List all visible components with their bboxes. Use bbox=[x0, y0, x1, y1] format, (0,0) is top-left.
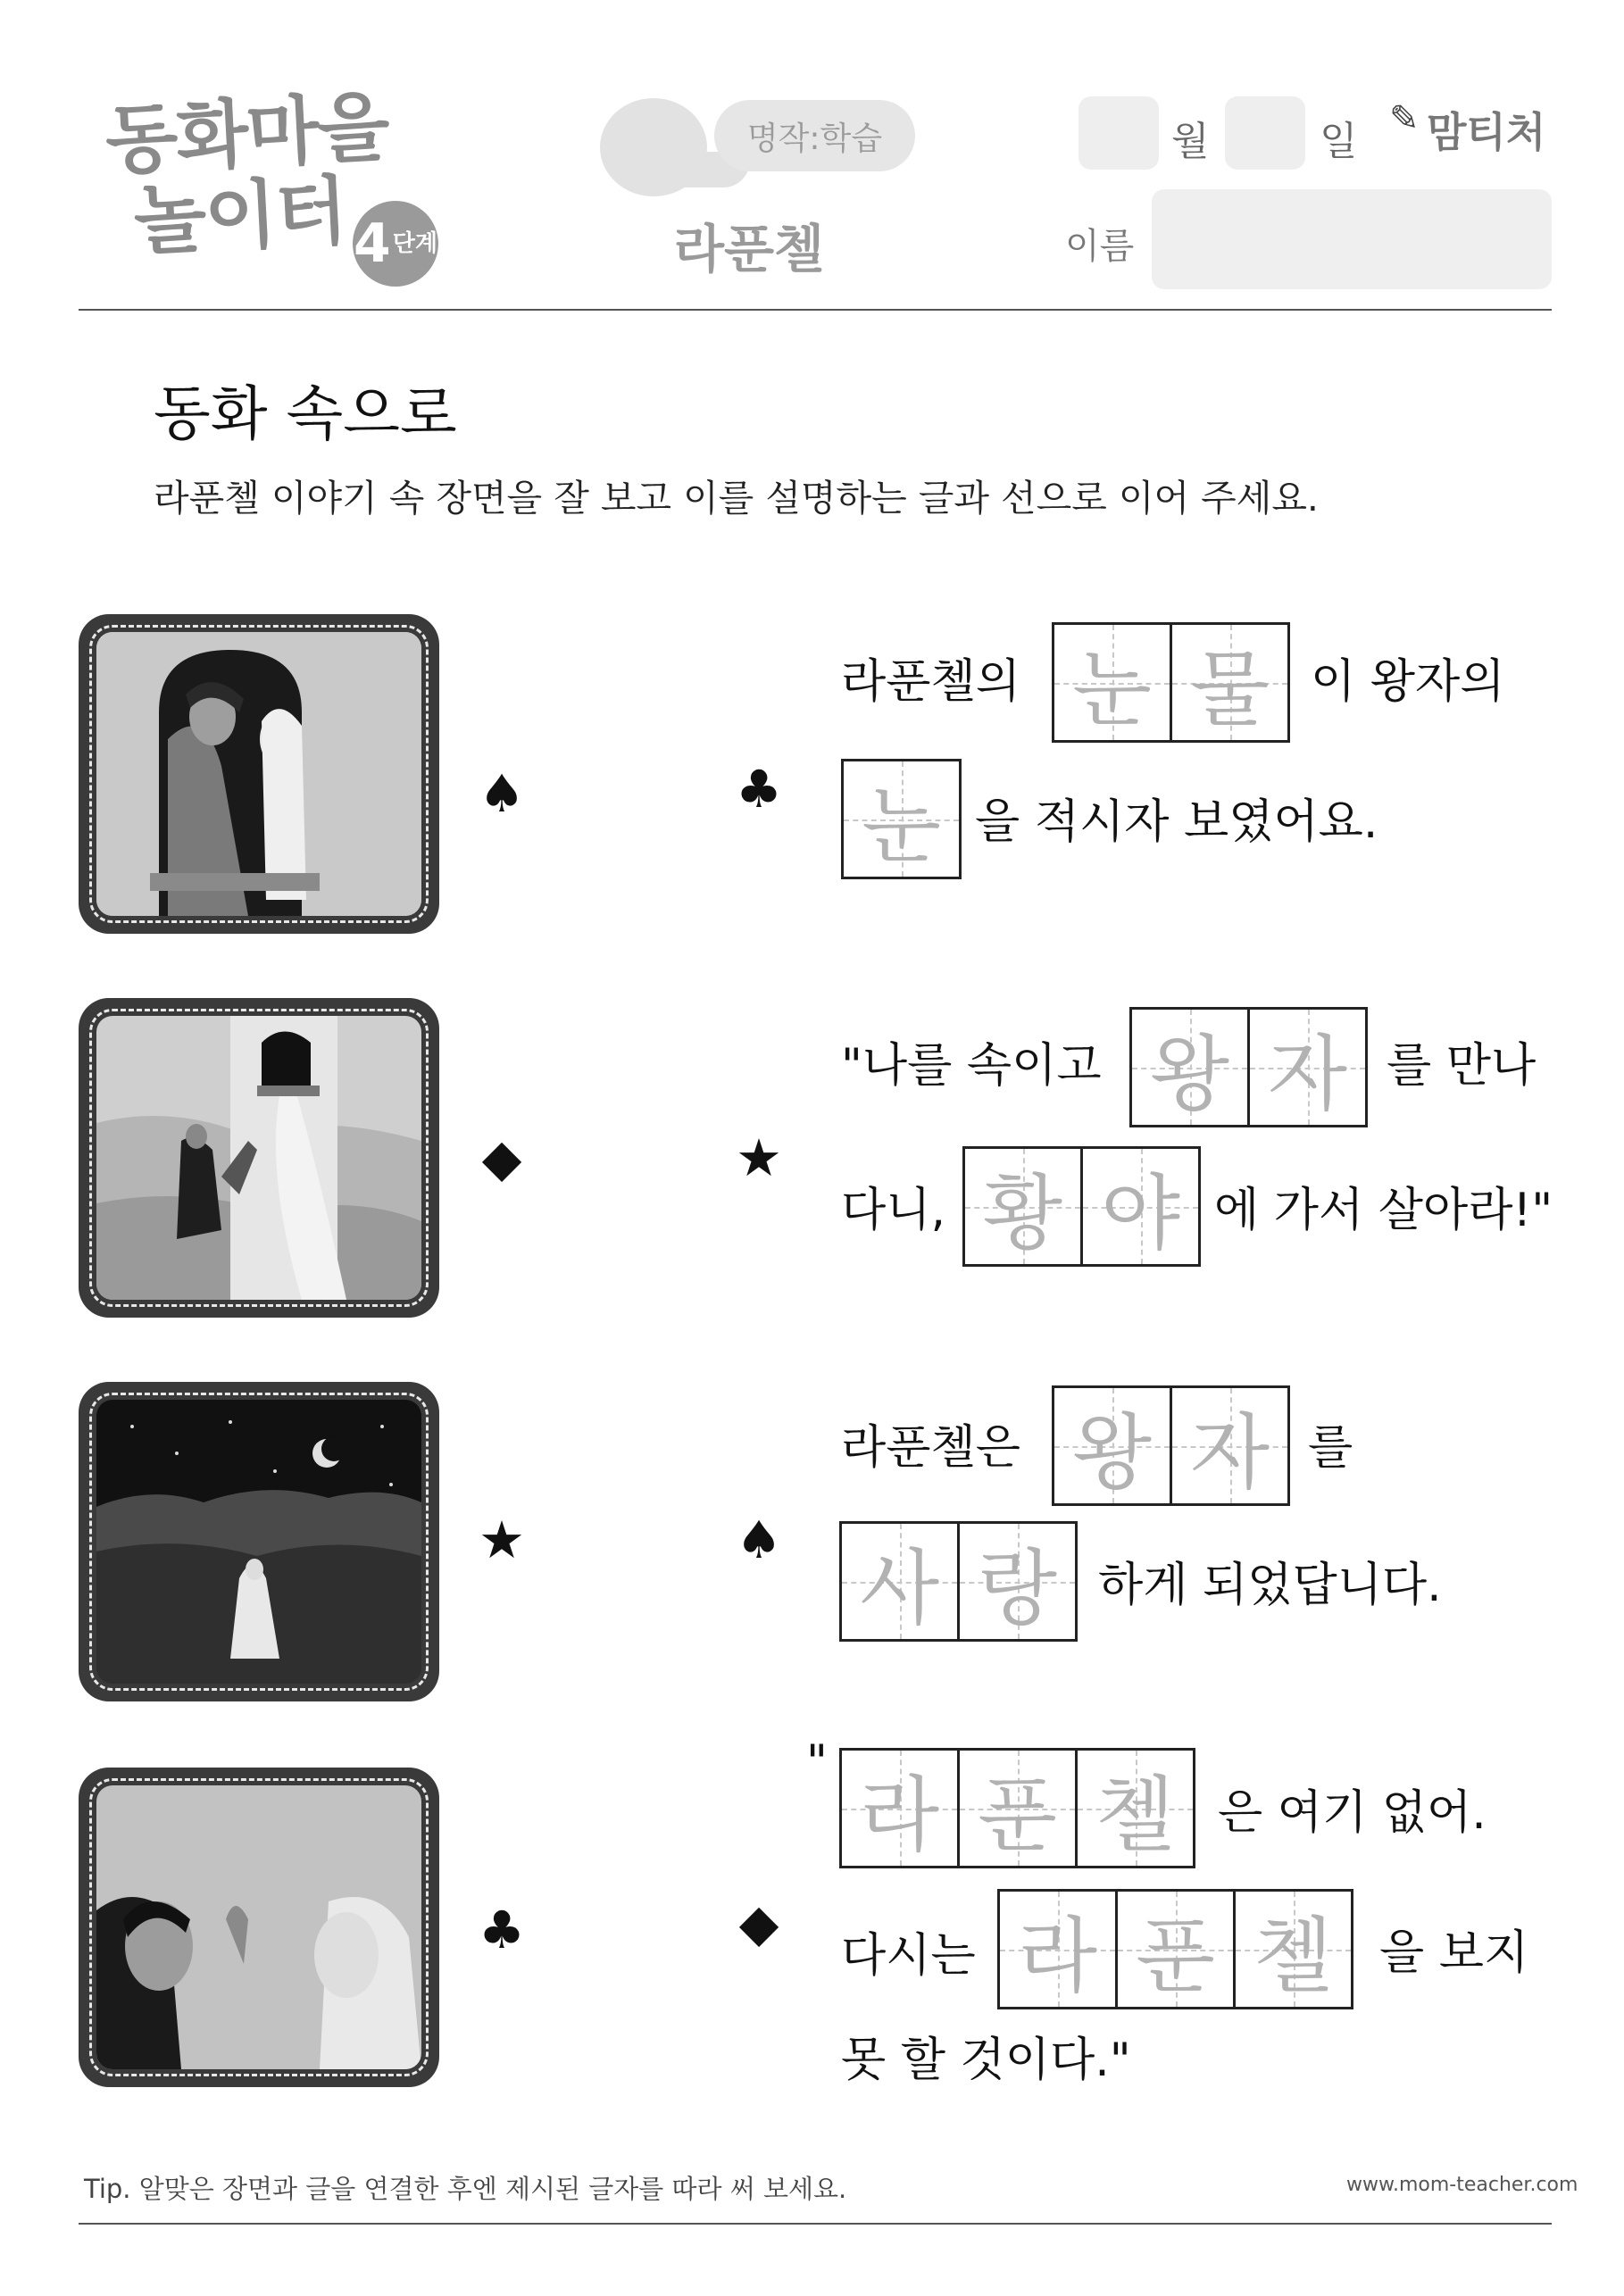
level-label: 단계 bbox=[392, 230, 437, 257]
tip-text: Tip. 알맞은 장면과 글을 연결한 후엔 제시된 글자를 따라 써 보세요. bbox=[84, 2174, 847, 2204]
trace-cell[interactable]: 눈 bbox=[1052, 622, 1172, 743]
name-label: 이름 bbox=[1065, 226, 1135, 267]
sentence-4-symbol[interactable]: ◆ bbox=[738, 1893, 779, 1953]
sentence-4-text: " bbox=[806, 1735, 828, 1789]
instruction-text: 라푼첼 이야기 속 장면을 잘 보고 이를 설명하는 글과 선으로 이어 주세요. bbox=[154, 477, 1319, 520]
trace-cell[interactable]: 사 bbox=[839, 1521, 960, 1642]
trace-cell[interactable]: 왕 bbox=[1052, 1385, 1172, 1506]
trace-cell[interactable]: 첼 bbox=[1075, 1748, 1195, 1868]
header-divider bbox=[79, 309, 1552, 311]
picture-frame-3 bbox=[79, 1382, 439, 1701]
trace-cell[interactable]: 물 bbox=[1170, 622, 1290, 743]
sentence-3-symbol[interactable]: ♠ bbox=[736, 1510, 782, 1570]
day-label: 일 bbox=[1320, 119, 1358, 164]
trace-cell[interactable]: 자 bbox=[1170, 1385, 1290, 1506]
picture-4-symbol[interactable]: ♣ bbox=[479, 1900, 525, 1960]
trace-boxes[interactable] bbox=[1129, 1007, 1368, 1127]
sentence-2-text: 를 만나 bbox=[1387, 1039, 1537, 1093]
sentence-4-text: 다시는 bbox=[841, 1929, 976, 1983]
trace-cell[interactable]: 왕 bbox=[1129, 1007, 1250, 1127]
picture-frame-1 bbox=[79, 614, 439, 934]
month-label: 월 bbox=[1171, 119, 1210, 164]
day-input-box[interactable] bbox=[1225, 96, 1305, 170]
trace-cell[interactable]: 라 bbox=[839, 1748, 960, 1868]
trace-boxes[interactable] bbox=[841, 759, 962, 879]
sentence-2-text: 다니, bbox=[841, 1184, 945, 1237]
picture-frame-4 bbox=[79, 1768, 439, 2087]
logo-title-line2: 놀이터 bbox=[131, 166, 348, 266]
section-title: 동화 속으로 bbox=[154, 379, 457, 448]
logo-title-line1: 동화마을 bbox=[103, 82, 390, 186]
pencil-icon: ✎ bbox=[1389, 98, 1420, 139]
sentence-4-text: 못 할 것이다." bbox=[841, 2034, 1131, 2087]
trace-boxes[interactable] bbox=[962, 1146, 1201, 1267]
footer-divider bbox=[79, 2223, 1552, 2225]
trace-boxes[interactable] bbox=[1052, 622, 1290, 743]
month-input-box[interactable] bbox=[1079, 96, 1159, 170]
trace-cell[interactable]: 라 bbox=[997, 1889, 1118, 2009]
trace-boxes[interactable] bbox=[839, 1748, 1195, 1868]
story-title: 라푼첼 bbox=[674, 219, 825, 279]
sentence-3-text: 라푼첼은 bbox=[841, 1421, 1020, 1475]
sentence-1-symbol[interactable]: ♣ bbox=[736, 759, 782, 819]
sentence-4-text: 을 보지 bbox=[1379, 1926, 1529, 1980]
level-number: 4 bbox=[354, 212, 391, 275]
trace-boxes[interactable] bbox=[1052, 1385, 1290, 1506]
sentence-1-text: 을 적시자 보였어요. bbox=[975, 795, 1378, 849]
sentence-2-text: 에 가서 살아라!" bbox=[1214, 1184, 1553, 1237]
trace-boxes[interactable] bbox=[997, 1889, 1353, 2009]
trace-cell[interactable]: 야 bbox=[1080, 1146, 1201, 1267]
sentence-1-text: 이 왕자의 bbox=[1311, 655, 1505, 709]
picture-1-symbol[interactable]: ♠ bbox=[479, 763, 525, 824]
trace-cell[interactable]: 황 bbox=[962, 1146, 1083, 1267]
sentence-1-text: 라푼첼의 bbox=[841, 655, 1020, 709]
sentence-2-symbol[interactable]: ★ bbox=[736, 1127, 782, 1188]
trace-cell[interactable]: 랑 bbox=[957, 1521, 1078, 1642]
sentence-4-text: 은 여기 없어. bbox=[1218, 1786, 1487, 1840]
trace-cell[interactable]: 자 bbox=[1247, 1007, 1368, 1127]
sentence-2-text: "나를 속이고 bbox=[841, 1039, 1102, 1093]
picture-frame-2 bbox=[79, 998, 439, 1318]
brand-logo: 맘티처 bbox=[1427, 108, 1546, 156]
name-input-box[interactable] bbox=[1152, 189, 1552, 289]
sentence-3-text: 를 bbox=[1308, 1421, 1353, 1475]
trace-cell[interactable]: 첼 bbox=[1233, 1889, 1353, 2009]
trace-cell[interactable]: 푼 bbox=[957, 1748, 1078, 1868]
trace-cell[interactable]: 눈 bbox=[841, 759, 962, 879]
footer-url[interactable]: www.mom-teacher.com bbox=[1346, 2174, 1578, 2196]
sentence-3-text: 하게 되었답니다. bbox=[1098, 1559, 1442, 1612]
picture-3-symbol[interactable]: ★ bbox=[479, 1510, 525, 1570]
category-badge: 명작:학습 bbox=[714, 100, 915, 171]
trace-boxes[interactable] bbox=[839, 1521, 1078, 1642]
trace-cell[interactable]: 푼 bbox=[1115, 1889, 1236, 2009]
picture-2-symbol[interactable]: ◆ bbox=[481, 1127, 522, 1188]
level-badge bbox=[353, 201, 438, 287]
